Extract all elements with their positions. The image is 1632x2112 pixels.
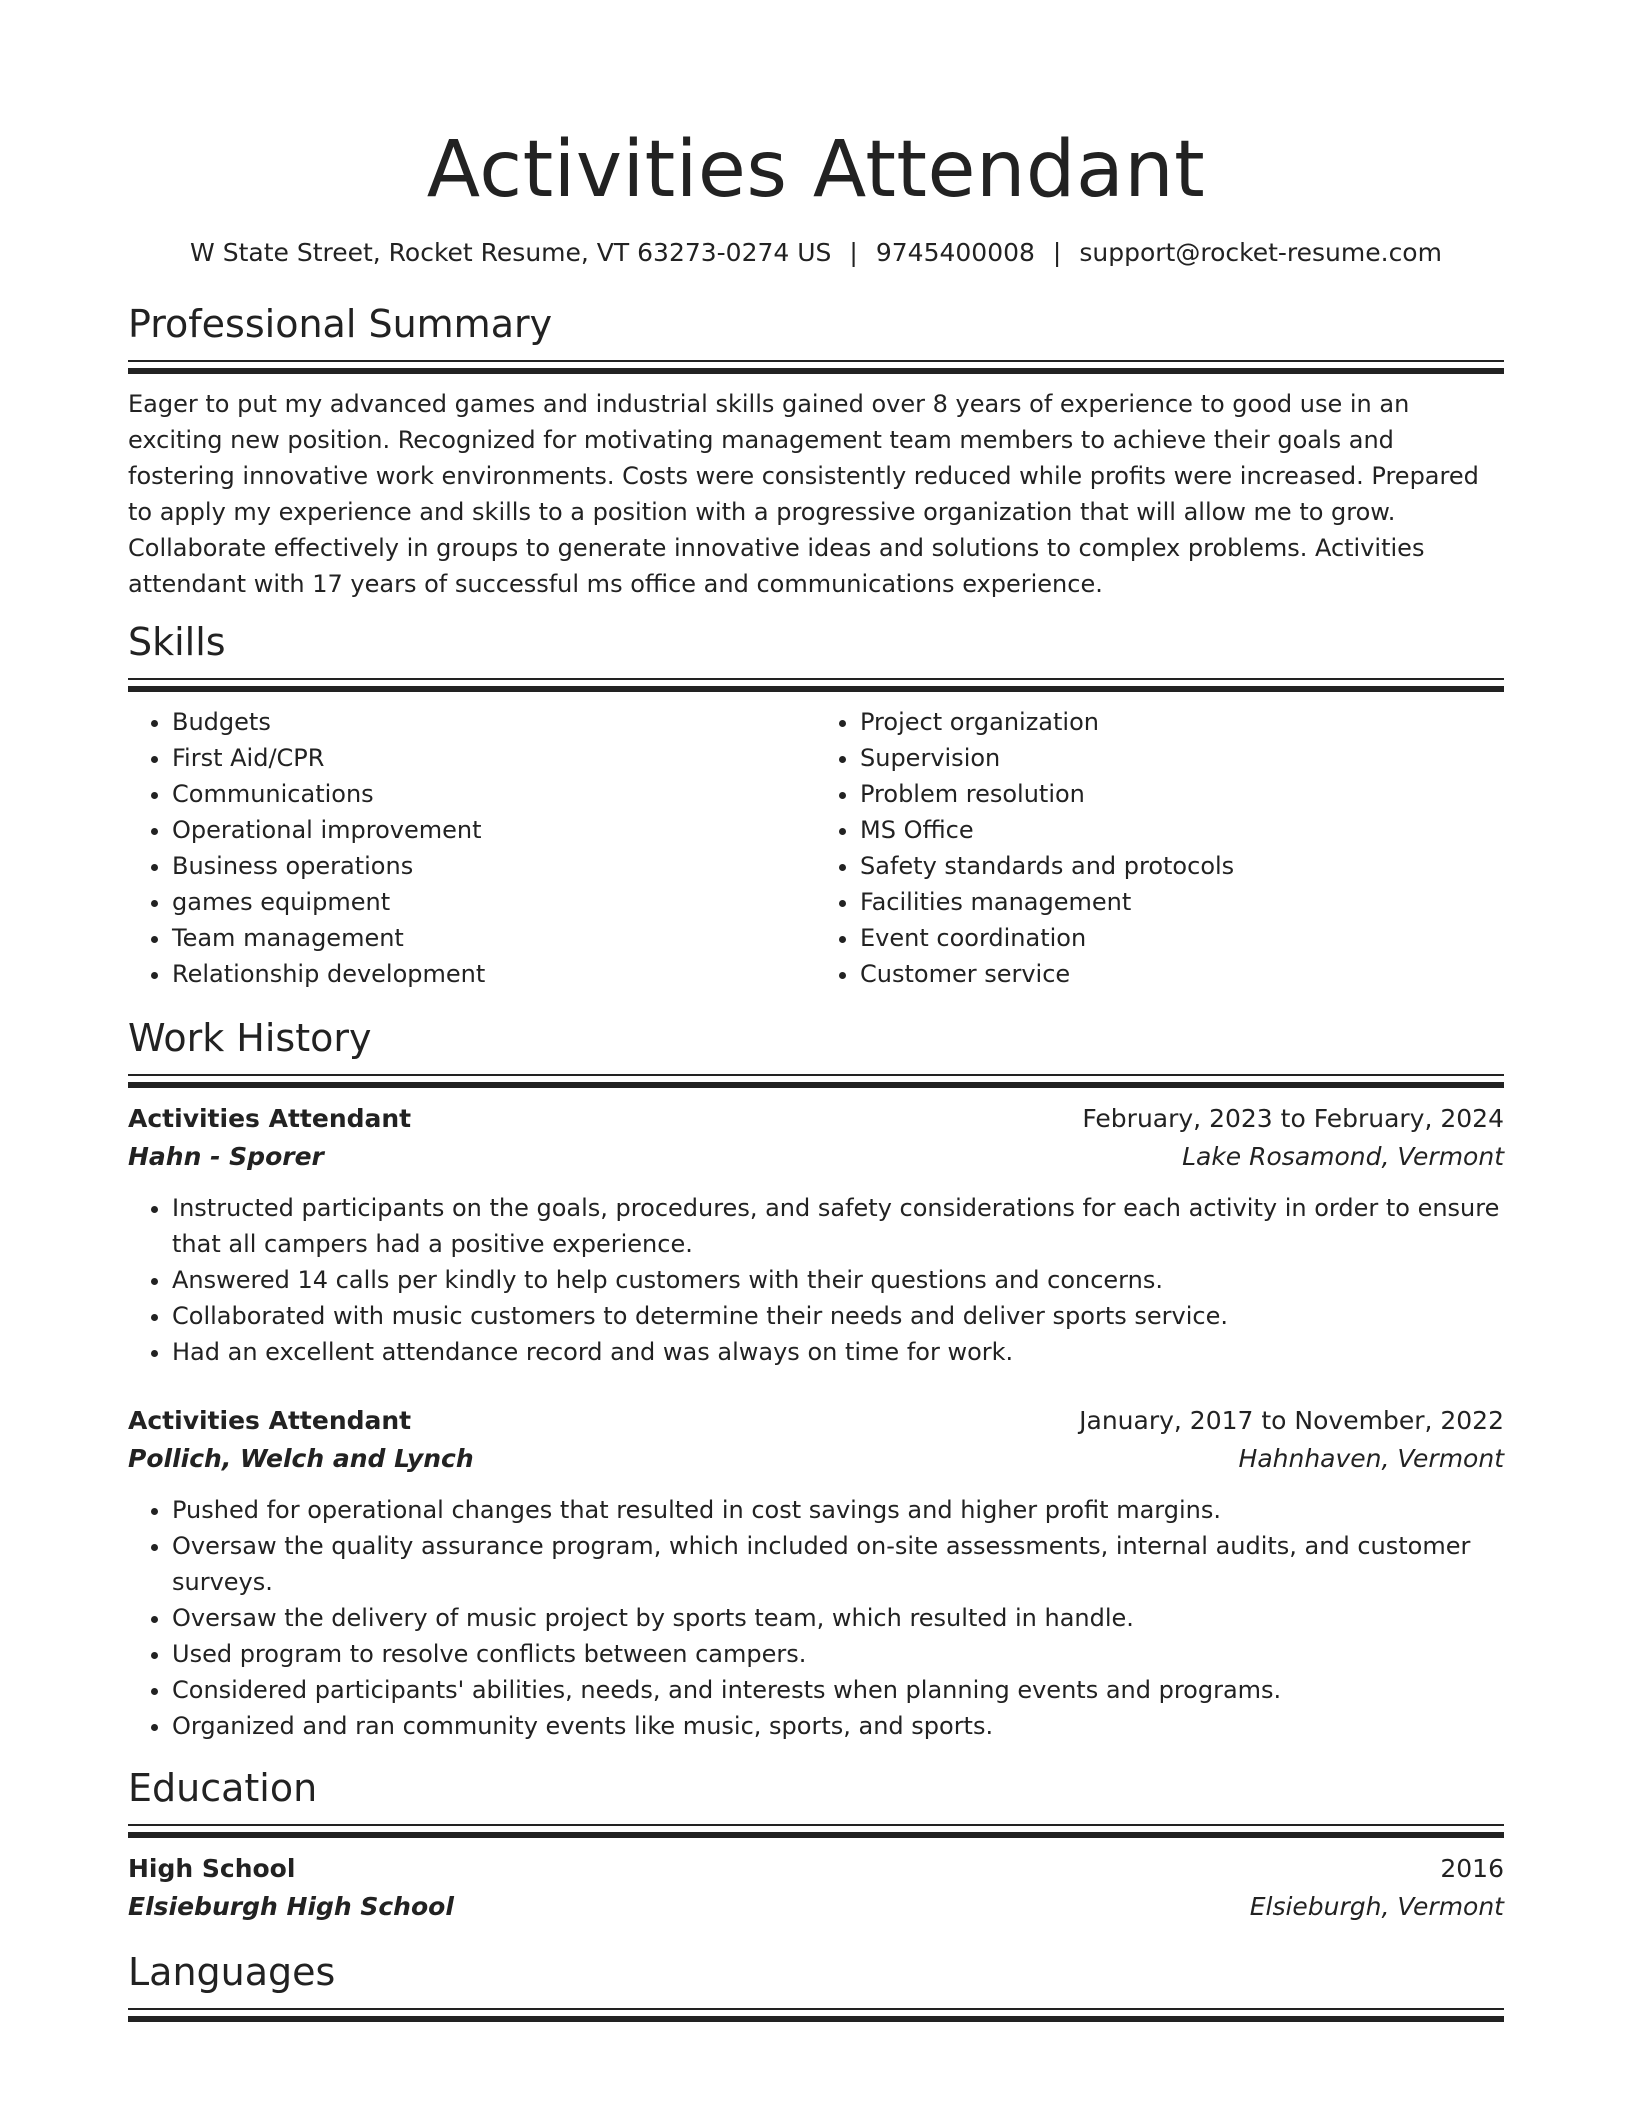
languages-section	[128, 1948, 1504, 2034]
job-entry	[128, 1402, 1504, 1744]
skill-item: • Project organization	[860, 704, 1504, 740]
skills-section	[128, 618, 1504, 992]
job-bullet: • Had an excellent attendance record and was always on time for work.	[172, 1334, 1504, 1370]
education-heading: Education	[128, 1766, 318, 1810]
education-section	[128, 1764, 1504, 1926]
summary-heading: Professional Summary	[128, 302, 553, 346]
job-bullet: • Collaborated with music customers to determine their needs and deliver sports service.	[172, 1298, 1504, 1334]
job-bullets	[128, 1190, 1504, 1370]
job-subheader	[128, 1138, 1504, 1176]
job-bullet: • Oversaw the delivery of music project by sports team, which resulted in handle.	[172, 1600, 1504, 1636]
skill-item: • Communications	[172, 776, 816, 812]
education-degree: High School	[128, 1854, 296, 1883]
contact-separator: |	[849, 238, 858, 267]
skills-list-right	[816, 704, 1504, 992]
languages-heading: Languages	[128, 1950, 336, 1994]
skill-item: • Budgets	[172, 704, 816, 740]
job-company: Hahn - Sporer	[128, 1142, 324, 1171]
job-subheader	[128, 1440, 1504, 1478]
education-location: Elsieburgh, Vermont	[1249, 1892, 1504, 1921]
work-heading: Work History	[128, 1016, 372, 1060]
job-title: Activities Attendant	[128, 1104, 412, 1133]
resume-page	[128, 0, 1504, 2034]
job-bullet: • Answered 14 calls per kindly to help customers with their questions and concerns.	[172, 1262, 1504, 1298]
skill-item: • First Aid/CPR	[172, 740, 816, 776]
education-header	[128, 1850, 1504, 1888]
skill-item: • Event coordination	[860, 920, 1504, 956]
job-bullet: • Oversaw the quality assurance program, which included on-site assessments, internal audits, and customer surveys.	[172, 1528, 1504, 1600]
job-bullet: • Used program to resolve conflicts between campers.	[172, 1636, 1504, 1672]
education-school: Elsieburgh High School	[128, 1892, 454, 1921]
resume-name: Activities Attendant	[426, 125, 1206, 215]
job-entry	[128, 1100, 1504, 1370]
summary-section	[128, 300, 1504, 602]
job-location: Lake Rosamond, Vermont	[1182, 1142, 1504, 1171]
skill-item: • Safety standards and protocols	[860, 848, 1504, 884]
job-bullet: • Organized and ran community events like music, sports, and sports.	[172, 1708, 1504, 1744]
job-header	[128, 1100, 1504, 1138]
section-divider	[128, 678, 1504, 683]
job-dates: January, 2017 to November, 2022	[1079, 1406, 1504, 1435]
job-location: Hahnhaven, Vermont	[1238, 1444, 1504, 1473]
section-divider	[128, 360, 1504, 365]
skill-item: • Business operations	[172, 848, 816, 884]
education-subheader	[128, 1888, 1504, 1926]
skill-item: • Problem resolution	[860, 776, 1504, 812]
job-title: Activities Attendant	[128, 1406, 412, 1435]
skill-item: • Facilities management	[860, 884, 1504, 920]
skill-item: • Team management	[172, 920, 816, 956]
job-bullets	[128, 1492, 1504, 1744]
contact-address: W State Street, Rocket Resume, VT 63273-0274 US	[190, 238, 832, 267]
job-company: Pollich, Welch and Lynch	[128, 1444, 474, 1473]
skills-columns	[128, 704, 1504, 992]
job-bullet: • Instructed participants on the goals, procedures, and safety considerations for each activity in order to ensure that all campers had a positive experience.	[172, 1190, 1504, 1262]
skills-list-left	[128, 704, 816, 992]
summary-text: Eager to put my advanced games and industrial skills gained over 8 years of experience to good use in an exciting new position. Recognized for motivating management team members to achieve their goals and fostering innovative work environments. Costs were consistently reduced while profits were increased. Prepared to apply my experience and skills to a position with a progressive organization that will allow me to grow. Collaborate effectively in groups to generate innovative ideas and solutions to complex problems. Activities attendant with 17 years of successful ms office and communications experience.	[128, 390, 1479, 598]
education-year: 2016	[1440, 1854, 1504, 1883]
job-header	[128, 1402, 1504, 1440]
work-section	[128, 1014, 1504, 1744]
skills-heading: Skills	[128, 620, 226, 664]
section-divider	[128, 1824, 1504, 1829]
section-divider	[128, 1074, 1504, 1079]
contact-phone: 9745400008	[875, 238, 1035, 267]
skill-item: • Supervision	[860, 740, 1504, 776]
skill-item: • Relationship development	[172, 956, 816, 992]
job-bullet: • Considered participants' abilities, needs, and interests when planning events and programs.	[172, 1672, 1504, 1708]
skill-item: • Operational improvement	[172, 812, 816, 848]
job-bullet: • Pushed for operational changes that resulted in cost savings and higher profit margins.	[172, 1492, 1504, 1528]
contact-email: support@rocket-resume.com	[1079, 238, 1442, 267]
contact-line	[128, 236, 1504, 270]
contact-separator: |	[1052, 238, 1062, 267]
skill-item: • MS Office	[860, 812, 1504, 848]
skill-item: • games equipment	[172, 884, 816, 920]
job-dates: February, 2023 to February, 2024	[1082, 1104, 1504, 1133]
skill-item: • Customer service	[860, 956, 1504, 992]
section-divider	[128, 2008, 1504, 2013]
